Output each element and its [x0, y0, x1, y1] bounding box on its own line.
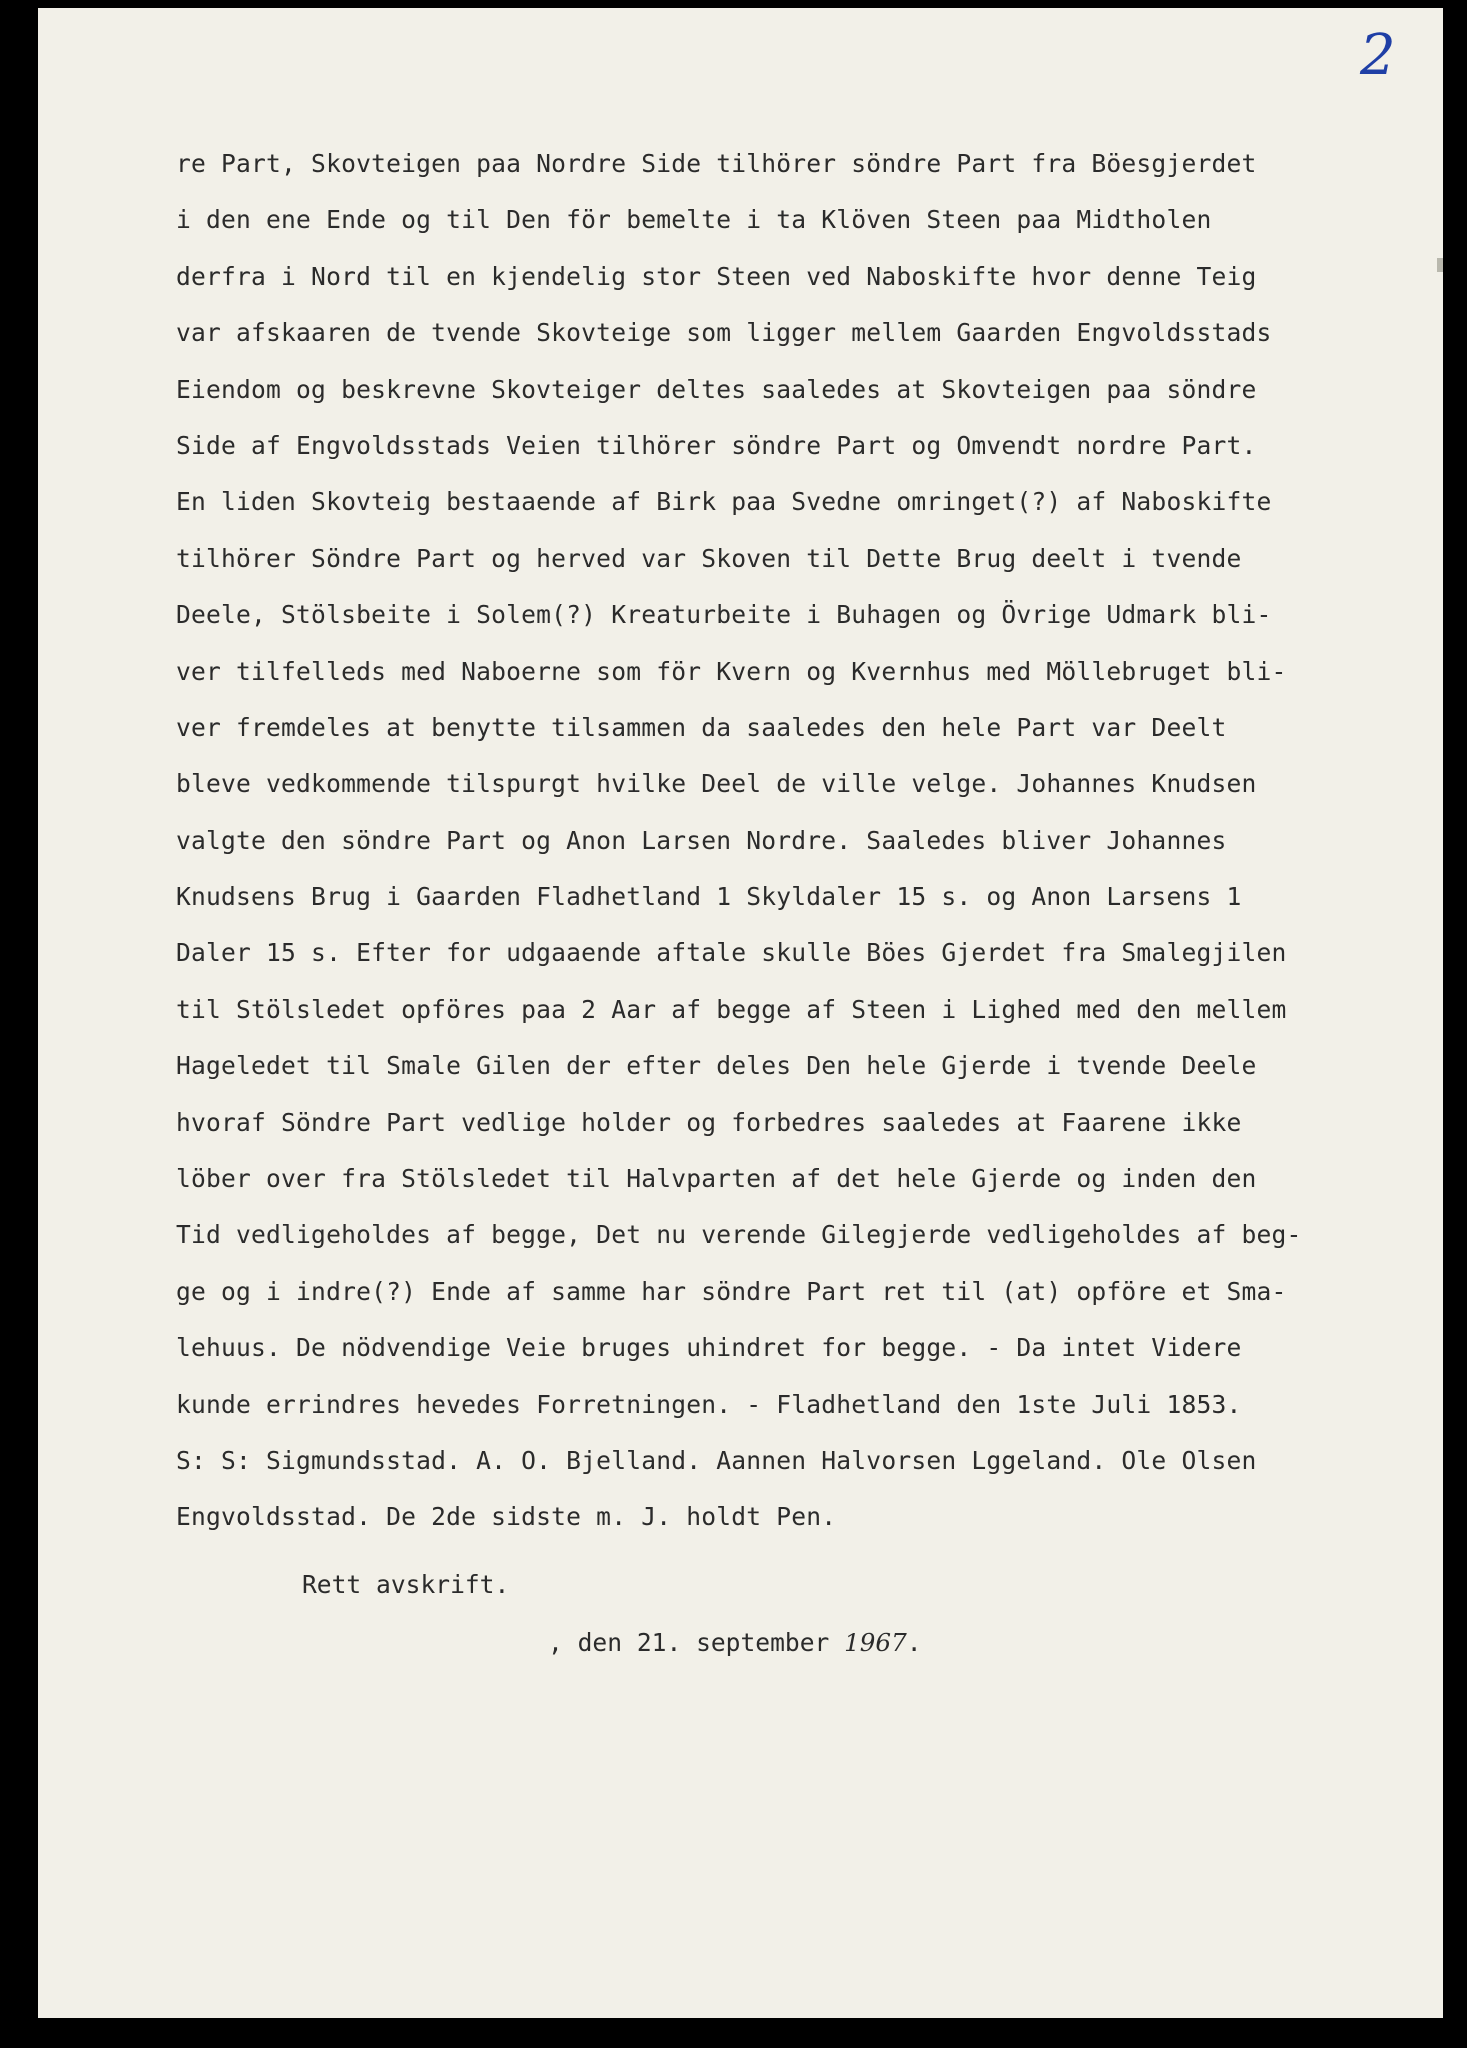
text-line: ver fremdeles at benytte tilsammen da saaledes den hele Part var Deelt — [176, 712, 1227, 742]
text-line: löber over fra Stölsledet til Halvparten af det hele Gjerde og inden den — [176, 1164, 1257, 1194]
text-line: derfra i Nord til en kjendelig stor Steen ved Naboskifte hvor denne Teig — [176, 261, 1257, 291]
text-line: lehuus. De nödvendige Veie bruges uhindret for begge. - Da intet Videre — [176, 1333, 1242, 1363]
text-line: hvoraf Söndre Part vedlige holder og forbedres saaledes at Faarene ikke — [176, 1107, 1242, 1137]
dateline-prefix: , den 21. september — [548, 1628, 845, 1657]
document-page — [38, 8, 1443, 2018]
text-line: En liden Skovteig bestaaende af Birk paa Svedne omringet(?) af Naboskifte — [176, 487, 1272, 517]
text-line: Tid vedligeholdes af begge, Det nu verende Gilegjerde vedligeholdes af beg- — [176, 1220, 1302, 1250]
text-line: tilhörer Söndre Part og herved var Skoven til Dette Brug deelt i tvende — [176, 543, 1242, 573]
text-line: var afskaaren de tvende Skovteige som ligger mellem Gaarden Engvoldsstads — [176, 318, 1272, 348]
text-line: Side af Engvoldsstads Veien tilhörer söndre Part og Omvendt nordre Part. — [176, 430, 1257, 460]
text-line: Hageledet til Smale Gilen der efter deles Den hele Gjerde i tvende Deele — [176, 1051, 1257, 1081]
closing-line: Rett avskrift. — [302, 1570, 510, 1599]
text-line: i den ene Ende og til Den för bemelte i ta Klöven Steen paa Midtholen — [176, 205, 1212, 235]
text-line: ver tilfelleds med Naboerne som för Kvern og Kvernhus med Möllebruget bli- — [176, 656, 1287, 686]
page-number: 2 — [1360, 23, 1396, 88]
text-line: Knudsens Brug i Gaarden Fladhetland 1 Skyldaler 15 s. og Anon Larsens 1 — [176, 882, 1242, 912]
text-line: S: S: Sigmundsstad. A. O. Bjelland. Aannen Halvorsen Lggeland. Ole Olsen — [176, 1445, 1257, 1475]
text-line: valgte den söndre Part og Anon Larsen Nordre. Saaledes bliver Johannes — [176, 825, 1227, 855]
body-text — [176, 136, 1443, 1546]
text-line: Eiendom og beskrevne Skovteiger deltes saaledes at Skovteigen paa söndre — [176, 374, 1257, 404]
text-line: Daler 15 s. Efter for udgaaende aftale skulle Böes Gjerdet fra Smalegjilen — [176, 938, 1287, 968]
text-line: Deele, Stölsbeite i Solem(?) Kreaturbeite i Buhagen og Övrige Udmark bli- — [176, 600, 1272, 630]
text-line: re Part, Skovteigen paa Nordre Side tilhörer söndre Part fra Böesgjerdet — [176, 149, 1257, 178]
text-line: til Stölsledet opföres paa 2 Aar af begge af Steen i Lighed med den mellem — [176, 994, 1287, 1024]
dateline-year: 1967 — [844, 1628, 907, 1657]
text-line: ge og i indre(?) Ende af samme har söndre Part ret til (at) opföre et Sma- — [176, 1276, 1287, 1306]
dateline-suffix: . — [906, 1628, 922, 1657]
text-line: kunde errindres hevedes Forretningen. - Fladhetland den 1ste Juli 1853. — [176, 1389, 1242, 1419]
text-line: Engvoldsstad. De 2de sidste m. J. holdt Pen. — [176, 1502, 837, 1532]
dateline — [548, 1628, 922, 1657]
text-line: bleve vedkommende tilspurgt hvilke Deel de ville velge. Johannes Knudsen — [176, 769, 1257, 799]
